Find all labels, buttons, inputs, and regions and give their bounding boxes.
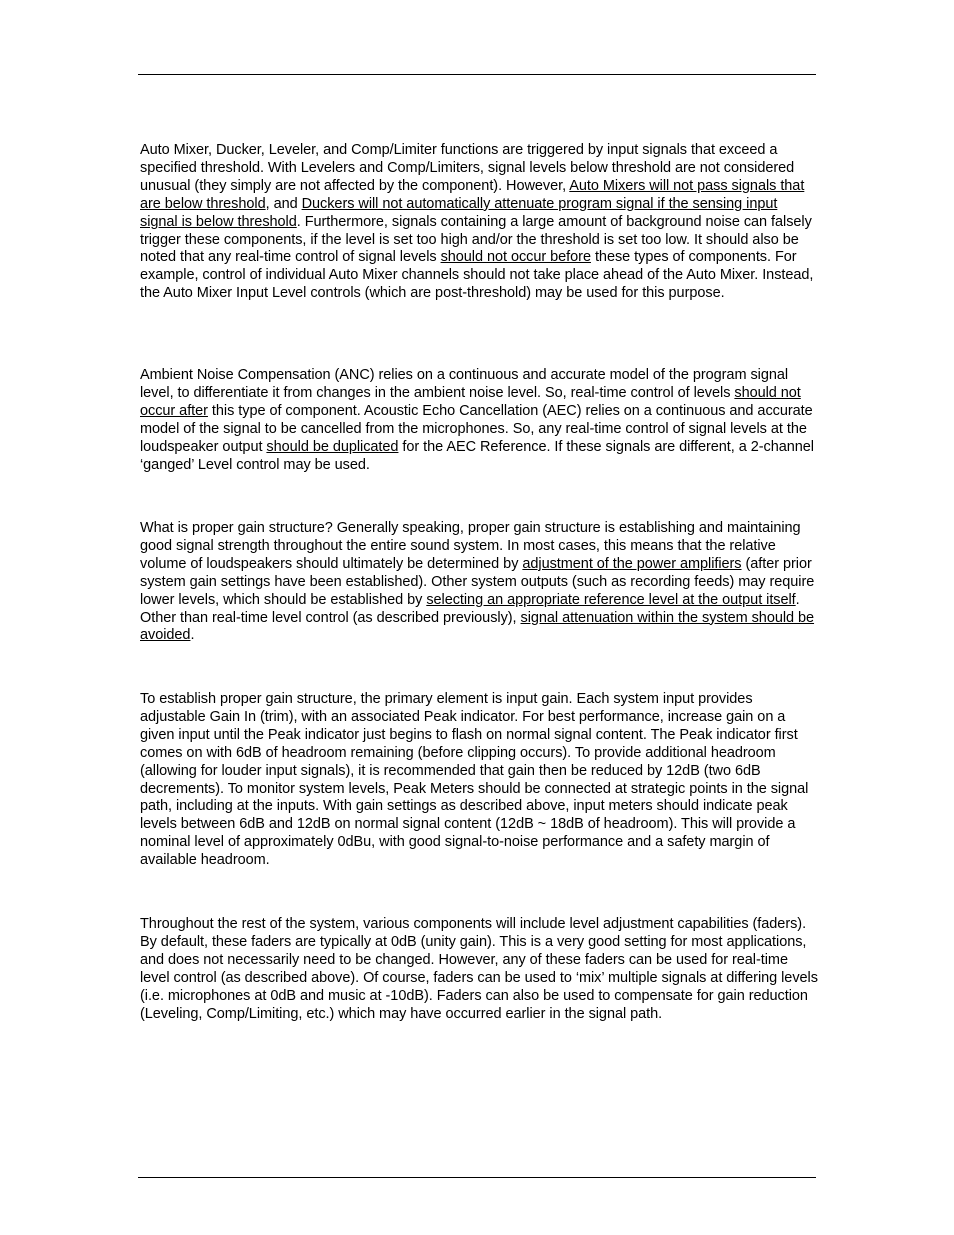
paragraph-faders: Throughout the rest of the system, various components will include level adjustment capabilities (faders). By default, these faders are typically at 0dB (unity gain). This is a very good setting for most applications, and does not necessarily need to be changed. However, any of these faders can be used for real-time level control (as described above). Of course, faders can be used to ‘mix’ multiple signals at differing levels (i.e. microphones at 0dB and music at -10dB). Faders can also be used to compensate for gain reduction (Leveling, Comp/Limiting, etc.) which may have occurred earlier in the signal path. <box>140 916 818 1022</box>
paragraph-threshold-components: Auto Mixer, Ducker, Leveler, and Comp/Limiter functions are triggered by input signals that exceed a specified threshold. With Levelers and Comp/Limiters, signal levels below threshold are not considered unusual (they simply are not affected by the component). However, Auto Mixers will not pass signals that are below threshold, and Duckers will not automatically attenuate program signal if the sensing input signal is below threshold. Furthermore, signals containing a large amount of background noise can falsely trigger these components, if the level is set too high and/or the threshold is set too low. It should also be noted that any real-time control of signal levels should not occur before these types of components. For example, control of individual Auto Mixer channels should not take place ahead of the Auto Mixer. Instead, the Auto Mixer Input Level controls (which are post-threshold) may be used for this purpose. <box>140 142 814 302</box>
paragraph-gain-structure: What is proper gain structure? Generally speaking, proper gain structure is establishing and maintaining good signal strength throughout the entire sound system. In most cases, this means that the relative volume of loudspeakers should ultimately be determined by adjustment of the power amplifiers (after prior system gain settings have been established). Other system outputs (such as recording feeds) may require lower levels, which should be established by selecting an appropriate reference level at the output itself. Other than real-time level control (as described previously), signal attenuation within the system should be avoided. <box>140 520 815 644</box>
paragraph-anc-aec: Ambient Noise Compensation (ANC) relies on a continuous and accurate model of the program signal level, to differentiate it from changes in the ambient noise level. So, real-time control of levels should not occur after this type of component. Acoustic Echo Cancellation (AEC) relies on a continuous and accurate model of the signal to be cancelled from the microphones. So, any real-time control of signal levels at the loudspeaker output should be duplicated for the AEC Reference. If these signals are different, a 2-channel ‘ganged’ Level control may be used. <box>140 367 814 473</box>
header-rule <box>138 74 816 75</box>
footer-rule <box>138 1177 816 1178</box>
paragraph-input-gain: To establish proper gain structure, the primary element is input gain. Each system input provides adjustable Gain In (trim), with an associated Peak indicator. For best performance, increase gain on a given input until the Peak indicator just begins to flash on normal signal content. The Peak indicator first comes on with 6dB of headroom remaining (before clipping occurs). To provide additional headroom (allowing for louder input signals), it is recommended that gain then be reduced by 12dB (two 6dB decrements). To monitor system levels, Peak Meters should be connected at strategic points in the signal path, including at the inputs. With gain settings as described above, input meters should indicate peak levels between 6dB and 12dB on normal signal content (12dB ~ 18dB of headroom). This will provide a nominal level of approximately 0dBu, with good signal-to-noise performance and a safety margin of available headroom. <box>140 691 809 869</box>
